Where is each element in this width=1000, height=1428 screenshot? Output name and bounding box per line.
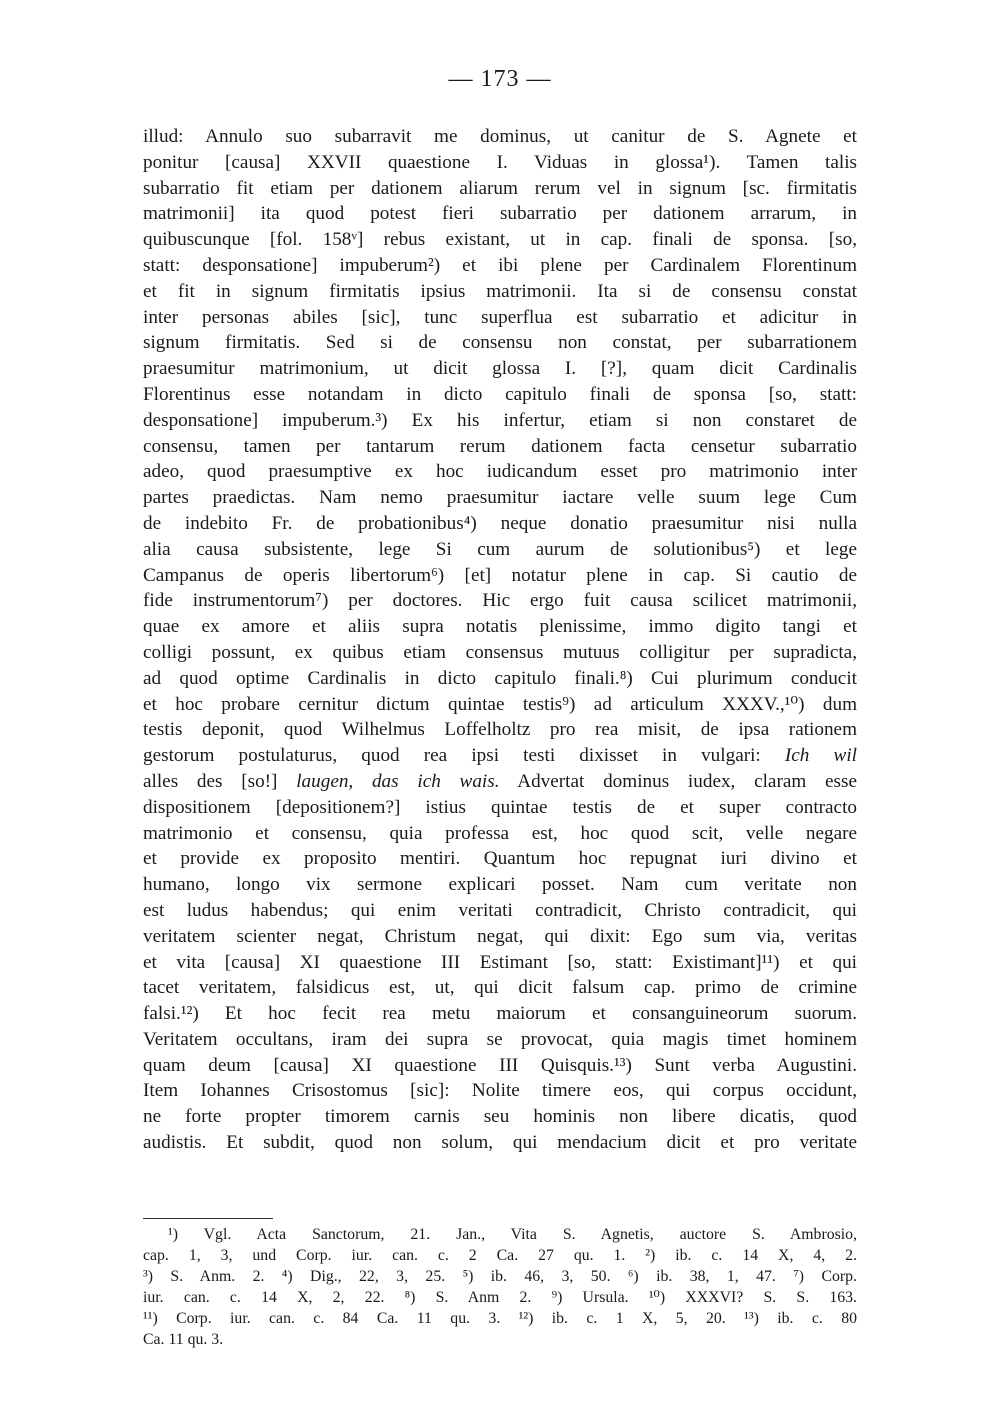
footnote-line: Ca. 11 qu. 3. xyxy=(143,1331,224,1348)
text-line: humano, longo vix sermone explicari posset. Nam cum veritate non xyxy=(143,874,857,896)
text-line: quae ex amore et aliis supra notatis plenissime, immo digito tangi et xyxy=(143,616,857,638)
text-line: dispositionem [depositionem?] istius quintae testis de et super contracto xyxy=(143,796,857,818)
text-line: illud: Annulo suo subarravit me dominus, ut canitur de S. Agnete et xyxy=(143,126,857,147)
text-line: tacet veritatem, falsidicus est, ut, qui dicit falsum cap. primo de crimine xyxy=(143,977,857,999)
footnote-line: ³) S. Anm. 2. ⁴) Dig., 22, 3, 25. ⁵) ib. 46, 3, 50. ⁶) ib. 38, 1, 47. ⁷) Corp. xyxy=(143,1268,857,1285)
footnote-line: ¹¹) Corp. iur. can. c. 84 Ca. 11 qu. 3. ¹²) ib. c. 1 X, 5, 20. ¹³) ib. c. 80 xyxy=(143,1310,857,1327)
text-line: et vita [causa] XI quaestione III Estimant [so, statt: Existimant]¹¹) et qui xyxy=(143,951,857,973)
text-line: audistis. Et subdit, quod non solum, qui mendacium dicit et pro veritate xyxy=(143,1132,857,1154)
text-line: ponitur [causa] XXVII quaestione I. Viduas in glossa¹). Tamen talis xyxy=(143,151,857,173)
text-line: et fit in signum firmitatis ipsius matrimonii. Ita si de consensu constat xyxy=(143,280,857,302)
text-line: partes praedictas. Nam nemo praesumitur iactare velle suum lege Cum xyxy=(143,487,857,509)
text-line: consensu, tamen per tantarum rerum dationem facta censetur subarratio xyxy=(143,435,857,457)
text-line: ne forte propter timorem carnis seu hominis non libere dicatis, quod xyxy=(143,1106,857,1128)
text-line: Item Iohannes Crisostomus [sic]: Nolite timere eos, qui corpus occidunt, xyxy=(143,1080,857,1102)
text-line: ad quod optime Cardinalis in dicto capitulo finali.⁸) Cui plurimum conducit xyxy=(143,667,857,689)
text-line: et provide ex proposito mentiri. Quantum hoc repugnat iuri divino et xyxy=(143,848,857,870)
text-line: gestorum postulaturus, quod rea ipsi testi dixisset in vulgari: Ich wil xyxy=(143,745,857,767)
text-line: fide instrumentorum⁷) per doctores. Hic ergo fuit causa scilicet matrimonii, xyxy=(143,590,857,612)
footnote-line: iur. can. c. 14 X, 2, 22. ⁸) S. Anm 2. ⁹) Ursula. ¹⁰) XXXVI? S. S. 163. xyxy=(143,1289,857,1306)
text-line: inter personas abiles [sic], tunc superflua est subarratio et adicitur in xyxy=(143,306,857,328)
text-line: Veritatem occultans, iram dei supra se provocat, quia magis timet hominem xyxy=(143,1028,857,1050)
text-line: Florentinus esse notandam in dicto capitulo finali de sponsa [so, statt: xyxy=(143,383,857,405)
footnote-line: ¹) Vgl. Acta Sanctorum, 21. Jan., Vita S. Agnetis, auctore S. Ambrosio, xyxy=(168,1226,857,1243)
footnote-line: cap. 1, 3, und Corp. iur. can. c. 2 Ca. 27 qu. 1. ²) ib. c. 14 X, 4, 2. xyxy=(143,1247,857,1264)
text-line: veritatem scienter negat, Christum negat, qui dixit: Ego sum via, veritas xyxy=(143,925,857,947)
text-line: alles des [so!] laugen, das ich wais. Advertat dominus iudex, claram esse xyxy=(143,770,857,792)
text-line: quibuscunque [fol. 158ᵛ] rebus existant, ut in cap. finali de sponsa. [so, xyxy=(143,229,857,251)
text-line: alia causa subsistente, lege Si cum aurum de solutionibus⁵) et lege xyxy=(143,538,857,560)
text-line: adeo, quod praesumptive ex hoc iudicandum esset pro matrimonio inter xyxy=(143,461,857,483)
text-line: matrimonii] ita quod potest fieri subarratio per dationem arrarum, in xyxy=(143,203,857,225)
text-line: statt: desponsatione] impuberum²) et ibi plene per Cardinalem Florentinum xyxy=(143,254,857,276)
text-line: signum firmitatis. Sed si de consensu non constat, per subarrationem xyxy=(143,332,857,354)
text-line: Campanus de operis libertorum⁶) [et] notatur plene in cap. Si cautio de xyxy=(143,564,857,586)
text-line: testis deponit, quod Wilhelmus Loffelholtz pro rea misit, de ipsa rationem xyxy=(143,719,857,741)
text-line: matrimonio et consensu, quia professa est, hoc quod scit, velle negare xyxy=(143,822,857,844)
text-line: falsi.¹²) Et hoc fecit rea metu maiorum et consanguineorum suorum. xyxy=(143,1003,857,1025)
text-line: praesumitur matrimonium, ut dicit glossa I. [?], quam dicit Cardinalis xyxy=(143,358,857,380)
text-line: quam deum [causa] XI quaestione III Quisquis.¹³) Sunt verba Augustini. xyxy=(143,1054,857,1076)
text-line: de indebito Fr. de probationibus⁴) neque donatio praesumitur nisi nulla xyxy=(143,512,857,534)
text-line: colligi possunt, ex quibus etiam consensus mutuus colligitur per supradicta, xyxy=(143,641,857,663)
text-line: est ludus habendus; qui enim veritati contradicit, Christo contradicit, qui xyxy=(143,899,857,921)
main-text xyxy=(143,124,857,1156)
text-line: desponsatione] impuberum.³) Ex his infertur, etiam si non constaret de xyxy=(143,409,857,431)
text-line: subarratio fit etiam per dationem aliarum rerum vel in signum [sc. firmitatis xyxy=(143,177,857,199)
footnotes xyxy=(143,1224,857,1350)
page-number: — 173 — xyxy=(448,66,552,92)
footnote-divider xyxy=(143,1218,273,1220)
text-line: et hoc probare cernitur dictum quintae testis⁹) ad articulum XXXV.,¹⁰) dum xyxy=(143,693,857,715)
